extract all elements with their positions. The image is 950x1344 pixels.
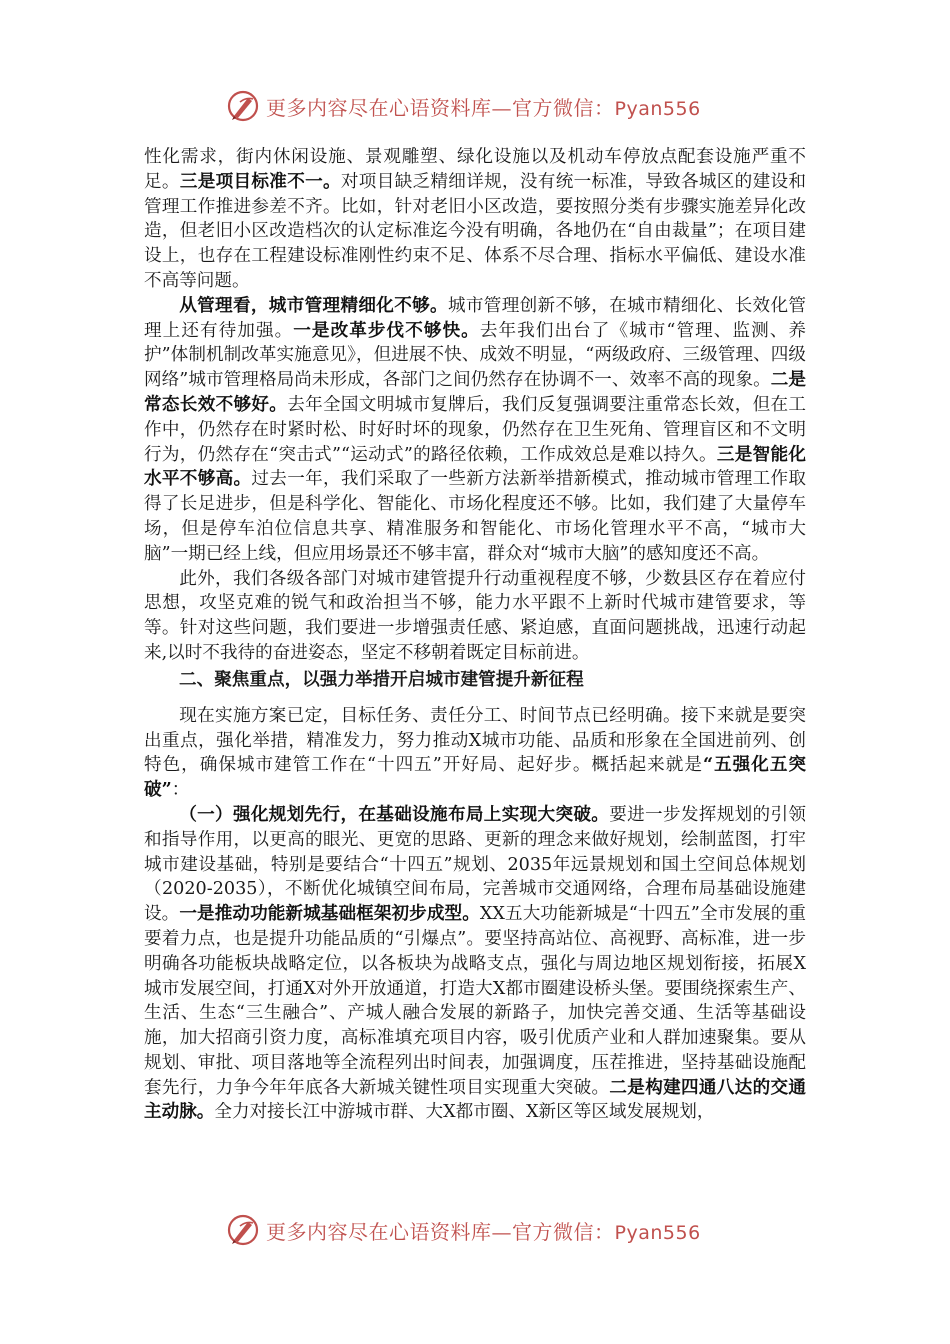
body-paragraph (144, 803, 806, 1125)
bold-phrase: 一是改革步伐不够快。 (293, 319, 480, 341)
footer-banner (226, 1210, 726, 1250)
banner-wechat-label: 官方微信： (512, 1219, 615, 1244)
section-heading (144, 666, 806, 694)
text-run: 要进一步发挥规划的引领和指导作用，以更高的眼光、更宽的思路、更新的理念来做好规划，绘制蓝图，打牢城市建设基础，特别是要结合“十四五”规划、2035年远景规划和国土空间总体规划（2020-2035），不断优化城镇空间布局，完善城市交通网络，合理布局基础设施建设。 (144, 804, 806, 925)
document-body (144, 145, 806, 1125)
text-run: 对项目缺乏精细详规，没有统一标准，导致各城区的建设和管理工作推进参差不齐。比如，针对老旧小区改造，要按照分类有步骤实施差异化改造，但老旧小区改造档次的认定标准迄今没有明确，各地仍在“自由裁量”；在项目建设上，也存在工程建设标准刚性约束不足、体系不尽合理、指标水平偏低、建设水准不高等问题。 (144, 171, 806, 291)
bold-phrase: （一）强化规划先行，在基础设施布局上实现大突破。 (179, 803, 610, 825)
body-paragraph (144, 294, 806, 567)
bold-phrase: 二是构建四通八达的交通主动脉。 (144, 1076, 806, 1123)
pen-logo-icon (226, 1213, 260, 1247)
text-run: 现在实施方案已定，目标任务、责任分工、时间节点已经明确。接下来就是要突出重点，强化举措，精准发力，努力推动X城市功能、品质和形象在全国进前列、创特色，确保城市建管工作在“十四五”开好局、起好步。概括起来就是 (144, 705, 806, 776)
body-paragraph (144, 567, 806, 666)
pen-logo-icon (226, 89, 260, 123)
text-run: 性化需求，街内休闲设施、景观雕塑、绿化设施以及机动车停放点配套设施严重不足。 (144, 147, 806, 192)
bold-phrase: 三是智能化水平不够高。 (144, 443, 806, 490)
bold-phrase: 从管理看，城市管理精细化不够。 (179, 294, 448, 316)
banner-text (266, 1216, 701, 1245)
body-paragraph (144, 704, 806, 803)
text-run: 全力对接长江中游城市群、大X都市圈、X新区等区域发展规划， (214, 1102, 715, 1123)
text-run: ： (171, 780, 190, 801)
banner-dash: — (491, 1219, 512, 1244)
banner-brand: 更多内容尽在心语资料库 (266, 1219, 492, 1244)
banner-brand: 更多内容尽在心语资料库 (266, 95, 492, 120)
banner-dash: — (491, 95, 512, 120)
banner-text (266, 92, 701, 121)
text-run: 去年我们出台了《城市“管理、监测、养护”体制机制改革实施意见》，但进展不快、成效不明显，“两级政府、三级管理、四级网络”城市管理格局尚未形成，各部门之间仍然存在协调不一、效率不高的现象。 (144, 320, 806, 391)
header-banner (226, 86, 726, 126)
text-run: XX五大功能新城是“十四五”全市发展的重要着力点，也是提升功能品质的“引爆点”。要坚持高站位、高视野、高标准，进一步明确各功能板块战略定位，以各板块为战略支点，强化与周边地区规划衔接，拓展X城市发展空间，打通X对外开放通道，打造大X都市圈建设桥头堡。要围绕探索生产、生活、生态“三生融合”、产城人融合发展的新路子，加快完善交通、生活等基础设施，加大招商引资力度，高标准填充项目内容，吸引优质产业和人群加速聚集。要从规划、审批、项目落地等全流程列出时间表，加强调度，压茬推进，坚持基础设施配套先行，力争今年年底各大新城关键性项目实现重大突破。 (144, 904, 806, 1098)
text-run: 去年全国文明城市复牌后，我们反复强调要注重常态长效，但在工作中，仍然存在时紧时松、时好时坏的现象，仍然存在卫生死角、管理盲区和不文明行为，仍然存在“突击式”“运动式”的路径依赖，工作成效总是难以持久。 (144, 394, 806, 465)
text-run: 过去一年，我们采取了一些新方法新举措新模式，推动城市管理工作取得了长足进步，但是科学化、智能化、市场化程度还不够。比如，我们建了大量停车场，但是停车泊位信息共享、精准服务和智能化、市场化管理水平不高，“城市大脑”一期已经上线，但应用场景还不够丰富，群众对“城市大脑”的感知度还不高。 (144, 469, 806, 564)
banner-wechat-id: Pyan556 (614, 97, 701, 120)
banner-wechat-id: Pyan556 (614, 1221, 701, 1244)
body-paragraph (144, 145, 806, 294)
text-run: 此外，我们各级各部门对城市建管提升行动重视程度不够，少数县区存在着应付思想，攻坚克难的锐气和政治担当不够，能力水平跟不上新时代城市建管要求，等等。针对这些问题，我们要进一步增强责任感、紧迫感，直面问题挑战，迅速行动起来,以时不我待的奋进姿态，坚定不移朝着既定目标前进。 (144, 568, 806, 663)
bold-phrase: 二是常态长效不够好。 (144, 369, 806, 415)
bold-phrase: “五强化五突破” (144, 754, 806, 801)
bold-phrase: 三是项目标准不一。 (179, 170, 341, 192)
text-run: 城市管理创新不够，在城市精细化、长效化管理上还有待加强。 (144, 295, 806, 341)
bold-phrase: 一是推动功能新城基础框架初步成型。 (179, 903, 480, 925)
bold-phrase: 二、聚焦重点，以强力举措开启城市建管提升新征程 (179, 669, 584, 690)
banner-wechat-label: 官方微信： (512, 95, 615, 120)
